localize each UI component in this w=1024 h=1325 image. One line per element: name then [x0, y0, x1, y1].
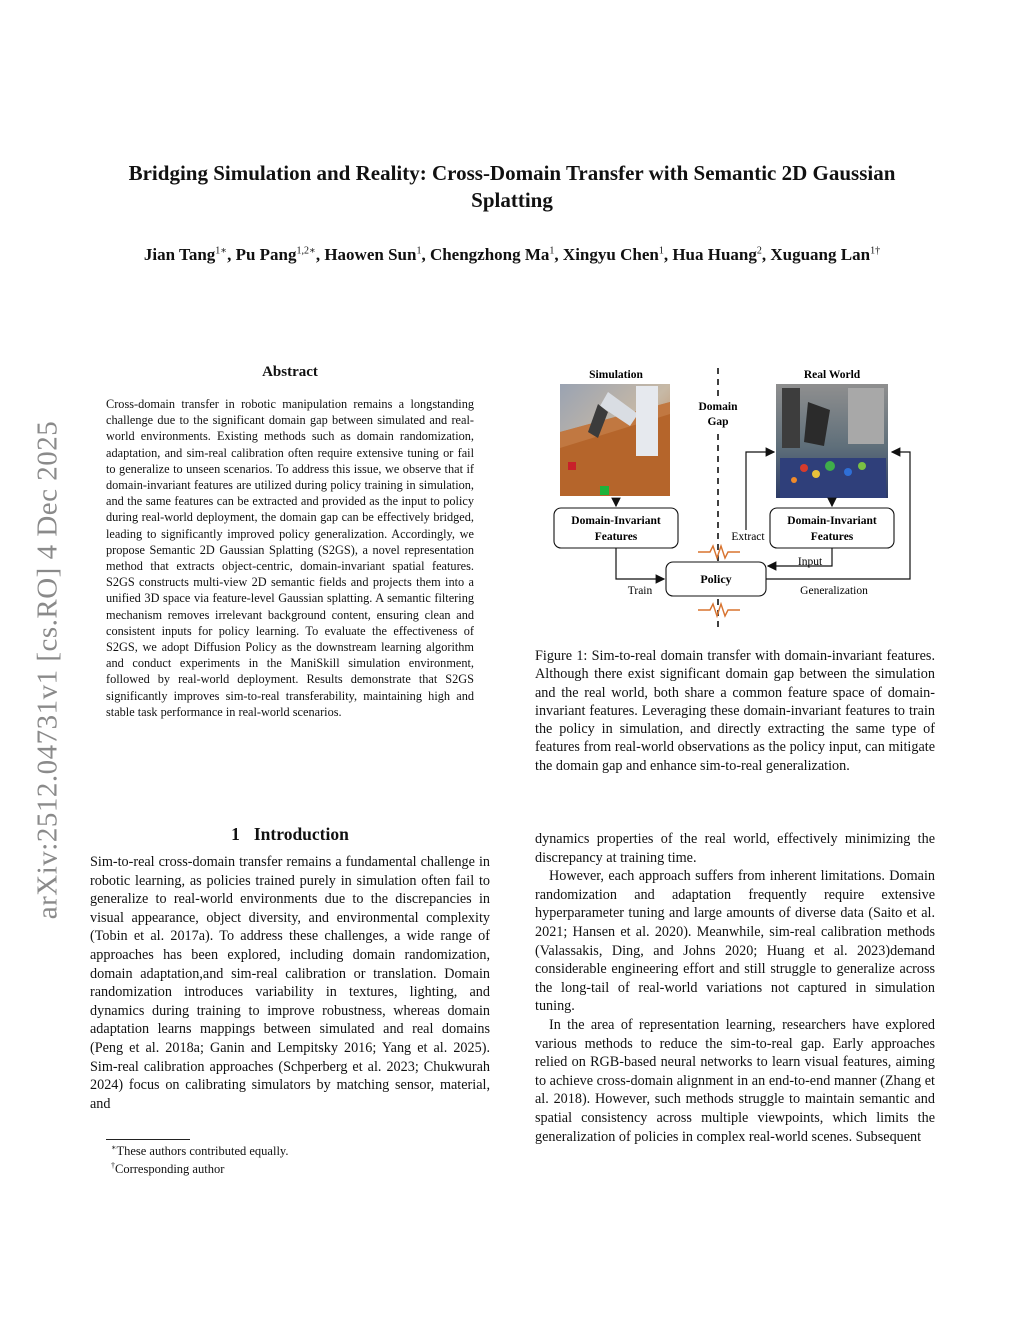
abstract-text: Cross-domain transfer in robotic manipulation remains a longstanding challenge due to the significant domain gap between simulated and real-world environments. Existing methods such as domain randomization, adaptation, and sim-real calibration often require extensive tuning or fail to generalize to unseen scenarios. To address this issue, we observe that if domain-invariant features are utilized during policy training in simulation, and the same features can be extracted and provided as the input to policy during real-world deployment, the domain gap can be effectively bridged, leading to significantly improved policy generalization. Accordingly, we propose Semantic 2D Gaussian Splatting (S2GS), a novel representation method that extracts object-centric, domain-invariant spatial features. S2GS constructs multi-view 2D semantic fields and projects them into a unified 3D space via feature-level Gaussian splatting. A semantic filtering mechanism removes irrelevant background content, ensuring clean and consistent inputs for policy learning. To evaluate the effectiveness of S2GS, we adopt Diffusion Policy as the downstream learning algorithm and conduct experiments in the ManiSkill simulation environment, followed by real-world deployment. Results demonstrate that S2GS significantly improves sim-to-real transferability, maintaining high and stable task performance in real-world scenarios. [106, 397, 474, 719]
author: Hua Huang$^2$, [672, 244, 771, 264]
section-heading [90, 824, 490, 845]
gap-label: Gap [707, 416, 729, 428]
real-features-line1: Domain-Invariant [787, 515, 877, 527]
sim-features-line2: Features [594, 531, 638, 543]
intro-paragraph: Sim-to-real cross-domain transfer remains a fundamental challenge in robotic learning, as policies trained purely in simulation often fail to generalize to real-world environments due to the discrepancies in visual appearance, object diversity, and environmental complexity (Tobin et al. 2017a). To address these challenges, a wide range of approaches has been explored, including domain randomization, domain adaptation,and sim-real calibration or translation. Domain randomization introduces variability in textures, lighting, and dynamics during training to improve robustness, whereas domain adaptation learns mappings between simulated and real domains (Peng et al. 2018a; Ganin and Lempitsky 2016; Yang et al. 2025). Sim-real calibration approaches (Schperberg et al. 2023; Chukwurah 2024) focus on calibrating simulators by matching sensor, material, and [90, 854, 490, 1112]
intro-paragraph: dynamics properties of the real world, effectively minimizing the discrepancy at training time. [535, 831, 935, 866]
author: Xingyu Chen$^1$, [562, 244, 673, 264]
real-world-label: Real World [803, 369, 861, 381]
simulation-image [560, 384, 670, 496]
sim-features-line1: Domain-Invariant [571, 515, 661, 527]
domain-label: Domain [698, 401, 738, 413]
section-number: 1 [231, 824, 240, 844]
policy-label: Policy [700, 572, 732, 586]
extract-label: Extract [731, 531, 765, 543]
real-features-line2: Features [810, 531, 854, 543]
intro-paragraph: In the area of representation learning, researchers have explored various methods to reduce the sim-to-real gap. Early approaches relied on RGB-based neural networks to learn visual features, aiming to achieve cross-domain alignment in an end-to-end manner (Zhang et al. 2018). However, such methods struggle to maintain semantic and spatial consistency across multiple viewpoints, which limits the generalization of policies in complex real-world scenes. Subsequent [535, 1016, 935, 1145]
author: Chengzhong Ma$^1$, [429, 244, 563, 264]
abstract-heading: Abstract [262, 364, 318, 380]
footnote: ∗These authors contributed equally. [111, 1143, 289, 1159]
paper-title: Bridging Simulation and Reality: Cross-Domain Transfer with Semantic 2D Gaussian Splatting [128, 161, 896, 212]
intro-paragraph: However, each approach suffers from inherent limitations. Domain randomization and adaptation frequently require extensive hyperparameter tuning and large amounts of diverse data (Saito et al. 2021; Hansen et al. 2020). Meanwhile, sim-real calibration methods (Valassakis, Ding, and Johns 2020; Huang et al. 2023)demand considerable engineering effort and still struggle to generalize across the long-tail of real-world variations not captured in simulation tuning. [535, 868, 935, 1015]
simulation-label: Simulation [589, 369, 643, 381]
figure-caption: Figure 1: Sim-to-real domain transfer with domain-invariant features. Although there exist significant domain gap between the simulation and the real world, both share a common feature space of domain-invariant features. Leveraging these domain-invariant features to train the policy in simulation, and directly extracting the same type of features from real-world observations as the policy input, can mitigate the domain gap and enhance sim-to-real generalization. [535, 648, 935, 774]
train-label: Train [627, 585, 653, 597]
figure-1 [548, 362, 930, 632]
arxiv-side-stamp [28, 380, 68, 960]
author: Xuguang Lan$^{1\dagger}$ [770, 244, 881, 264]
author: Pu Pang$^{1,2∗}$, [235, 244, 325, 264]
input-label: Input [797, 556, 823, 568]
figure-diagram [548, 362, 930, 632]
right-column [535, 830, 935, 1146]
section-title: Introduction [253, 824, 349, 844]
footnote-rule [106, 1139, 190, 1140]
generalization-label: Generalization [800, 585, 868, 597]
arxiv-id: arXiv:2512.04731v1 [cs.RO] 4 Dec 2025 [31, 420, 64, 920]
author-list [90, 238, 934, 267]
footnote: †Corresponding author [111, 1161, 225, 1177]
real-world-image [776, 384, 888, 498]
author: Haowen Sun$^1$, [324, 244, 430, 264]
left-column [90, 853, 490, 1113]
author: Jian Tang$^{1∗}$, [143, 244, 236, 264]
